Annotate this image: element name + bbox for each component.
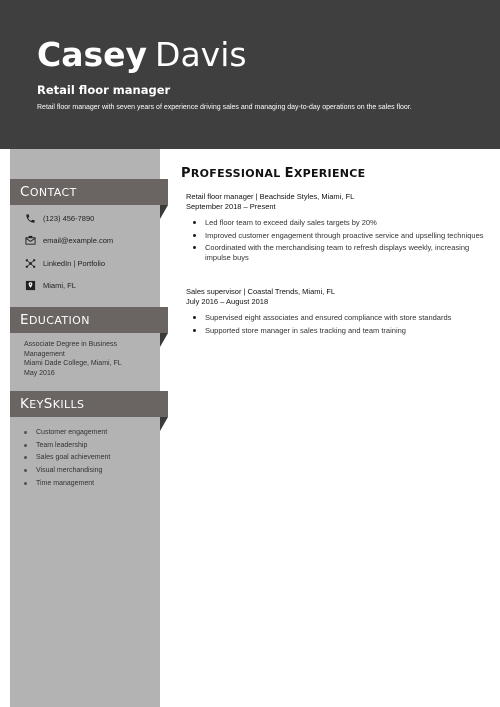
location-pin-icon: [24, 279, 36, 291]
network-icon: [24, 257, 36, 269]
job-bullets: [186, 313, 486, 335]
first-name: Casey: [37, 35, 148, 74]
skill-item: Sales goal achievement: [24, 452, 110, 465]
envelope-icon: [24, 234, 36, 246]
experience-heading: PROFESSIONAL EXPERIENCE: [181, 166, 366, 181]
skill-item: Visual merchandising: [24, 464, 110, 477]
bullet-dot: [24, 444, 27, 447]
contact-location: [24, 279, 76, 291]
education-date: May 2016: [24, 369, 55, 377]
contact-heading-fold: [160, 205, 168, 219]
job-role-line: Retail floor manager | Beachside Styles, Miami, FL: [186, 192, 355, 201]
job-entry: [186, 192, 486, 265]
bullet-dot: [24, 431, 27, 434]
job-bullet: Led floor team to exceed daily sales targets by 20%: [186, 218, 486, 228]
bullet-dot: [24, 469, 27, 472]
phone-text: (123) 456-7890: [43, 213, 95, 223]
job-bullets: [186, 218, 486, 262]
education-entry: [24, 340, 154, 378]
email-text: email@example.com: [43, 235, 114, 245]
skills-list: [24, 426, 110, 490]
education-heading: E DUCATION: [10, 307, 168, 333]
contact-heading: C ONTACT: [10, 179, 168, 205]
job-bullet: Coordinated with the merchandising team to refresh displays weekly, increasing impulse buys: [186, 243, 486, 262]
education-degree: Associate Degree in Business Management: [24, 341, 117, 358]
candidate-name: [37, 35, 247, 74]
bullet-dot: [24, 482, 27, 485]
skill-item: Team leadership: [24, 439, 110, 452]
links-text: LinkedIn | Portfolio: [43, 258, 105, 268]
location-text: Miami, FL: [43, 280, 76, 290]
contact-phone: [24, 212, 94, 224]
job-bullet: Supported store manager in sales tracking and team training: [186, 326, 486, 336]
job-dates: July 2016 – August 2018: [186, 297, 269, 306]
skills-heading: K EY S KILLS: [10, 391, 168, 417]
skill-item: Time management: [24, 477, 110, 490]
education-heading-fold: [160, 333, 168, 347]
education-school: Miami Dade College, Miami, FL: [24, 360, 122, 367]
job-entry: [186, 287, 486, 338]
skills-heading-fold: [160, 417, 168, 431]
phone-icon: [24, 212, 36, 224]
job-bullet: Improved customer engagement through proactive service and upselling techniques: [186, 231, 486, 241]
job-dates: September 2018 – Present: [186, 202, 276, 211]
contact-email: [24, 234, 113, 246]
job-bullet: Supervised eight associates and ensured compliance with store standards: [186, 313, 486, 323]
job-title: Retail floor manager: [37, 83, 171, 97]
last-name: Davis: [155, 35, 247, 74]
bullet-dot: [24, 456, 27, 459]
skill-item: Customer engagement: [24, 426, 110, 439]
contact-links: [24, 257, 105, 269]
summary: Retail floor manager with seven years of experience driving sales and managing day-to-day operations on the sales floor.: [37, 104, 412, 111]
job-role-line: Sales supervisor | Coastal Trends, Miami, FL: [186, 287, 336, 296]
resume-header: [0, 0, 500, 149]
